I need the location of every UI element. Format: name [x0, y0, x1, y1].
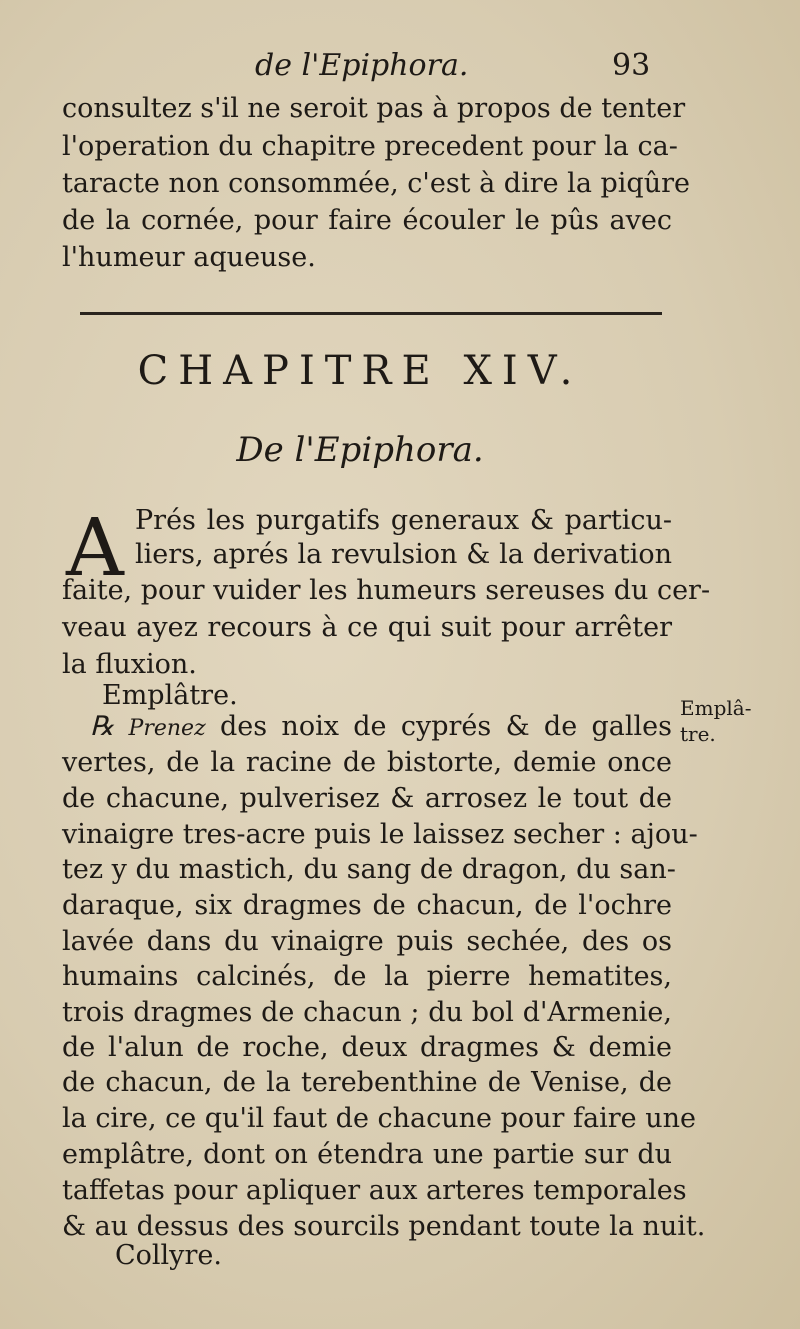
margin-note-line: tre. [680, 722, 716, 746]
text-line: lavée dans du vinaigre puis sechée, des os [62, 926, 672, 957]
text-line: taffetas pour apliquer aux arteres temporales [62, 1175, 687, 1206]
text-line: vertes, de la racine de bistorte, demie once [62, 747, 672, 778]
text-line: l'humeur aqueuse. [62, 242, 316, 273]
text-line: trois dragmes de chacun ; du bol d'Armenie, [62, 997, 672, 1028]
section-rule [80, 312, 662, 315]
text-line: consultez s'il ne seroit pas à propos de tenter [62, 93, 686, 124]
text-line: la cire, ce qu'il faut de chacune pour faire une [62, 1103, 696, 1134]
text-line: emplâtre, dont on étendra une partie sur du [62, 1139, 672, 1170]
text-line: vinaigre tres-acre puis le laissez secher : ajou- [62, 819, 698, 850]
chapter-heading: CHAPITRE XIV. [137, 348, 583, 394]
recipe-symbol: ℞ [90, 711, 115, 742]
text-line: de l'alun de roche, deux dragmes & demie [62, 1032, 672, 1063]
margin-note-line: Emplâ- [680, 696, 752, 720]
text-line: & au dessus des sourcils pendant toute la nuit. [62, 1211, 706, 1242]
text-fragment: des noix de cyprés & de galles [220, 711, 672, 742]
running-head-title: de l'Epiphora. [255, 48, 469, 83]
text-line: humains calcinés, de la pierre hematites, [62, 961, 672, 992]
subheading-collyre: Collyre. [115, 1240, 222, 1271]
text-line: taracte non consommée, c'est à dire la piqûre [62, 168, 690, 199]
recipe-first-line [90, 710, 672, 745]
subheading-emplatre: Emplâtre. [102, 680, 238, 711]
text-line: Prés les purgatifs generaux & particu- [135, 505, 672, 536]
text-line: de chacun, de la terebenthine de Venise, de [62, 1067, 672, 1098]
margin-note [680, 695, 751, 747]
text-line: daraque, six dragmes de chacun, de l'ochre [62, 890, 672, 921]
text-line: liers, aprés la revulsion & la derivation [135, 539, 672, 570]
text-line: faite, pour vuider les humeurs sereuses du cer- [62, 575, 711, 606]
text-line: la fluxion. [62, 649, 197, 680]
running-head [0, 48, 800, 88]
chapter-subtitle: De l'Epiphora. [236, 430, 484, 470]
text-line: de chacune, pulverisez & arrosez le tout de [62, 783, 672, 814]
drop-capital: A [66, 501, 124, 594]
text-line: veau ayez recours à ce qui suit pour arrêter [62, 612, 672, 643]
page-number: 93 [612, 48, 651, 83]
text-line: de la cornée, pour faire écouler le pûs avec [62, 205, 672, 236]
text-line: tez y du mastich, du sang de dragon, du san- [62, 854, 676, 885]
recipe-verb: Prenez [128, 716, 206, 741]
text-line: l'operation du chapitre precedent pour la ca- [62, 131, 678, 162]
